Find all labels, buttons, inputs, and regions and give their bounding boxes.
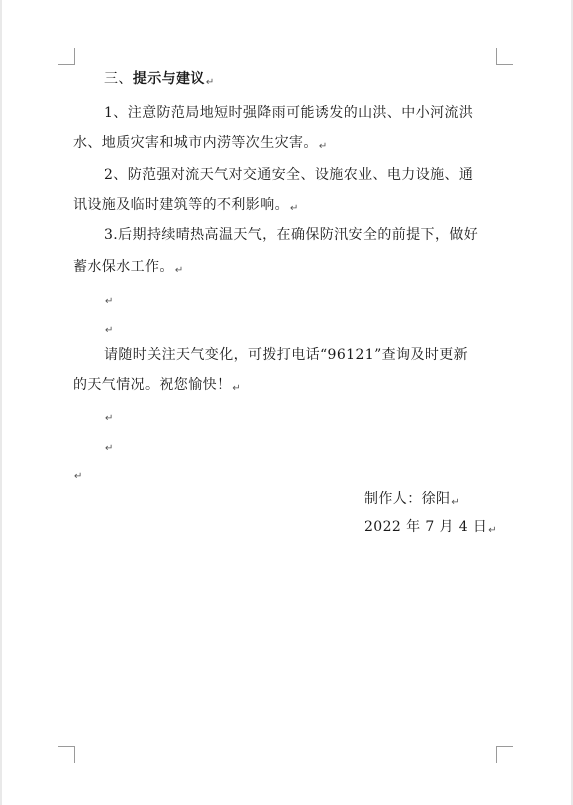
item-2-line-1[interactable] [104,166,473,184]
notice-line-2[interactable] [73,376,241,398]
empty-paragraph[interactable] [104,436,114,458]
paragraph-mark: ↵ [205,77,215,88]
section-heading-text: 提示与建议 [132,71,205,87]
signature-author[interactable] [364,490,460,512]
item-text: 讯设施及临时建筑等的不利影响。 [73,197,289,213]
crop-mark-top-right [496,48,513,65]
item-1-line-2[interactable] [73,134,328,156]
item-1-line-1[interactable] [104,104,473,122]
crop-mark-top-left [58,48,75,65]
paragraph-mark: ↵ [105,296,114,307]
document-page [2,0,571,805]
paragraph-mark: ↵ [105,443,114,454]
crop-mark-bottom-right [496,746,513,763]
author-text: 制作人：徐阳 [364,491,451,507]
empty-paragraph[interactable] [104,289,114,311]
notice-text: 请随时关注天气变化，可拨打电话“96121”查询及时更新 [104,347,469,363]
empty-paragraph[interactable] [104,318,114,340]
notice-text: 的天气情况。祝您愉快！ [73,377,232,393]
item-text: 蓄水保水工作。 [73,259,174,275]
paragraph-mark: ↵ [105,413,114,424]
notice-line-1[interactable] [104,346,468,364]
item-text: 2、防范强对流天气对交通安全、设施农业、电力设施、通 [104,167,474,183]
crop-mark-bottom-left [58,746,75,763]
paragraph-mark: ↵ [174,265,184,276]
paragraph-mark: ↵ [318,141,328,152]
paragraph-mark: ↵ [290,203,299,214]
paragraph-mark: ↵ [488,525,498,536]
item-text: 1、注意防范局地短时强降雨可能诱发的山洪、中小河流洪 [104,105,474,121]
paragraph-mark: ↵ [451,497,461,508]
paragraph-mark: ↵ [232,383,242,394]
item-2-line-2[interactable] [73,196,299,218]
item-3-line-1[interactable] [104,226,478,244]
paragraph-mark: ↵ [74,471,83,482]
date-text: 2022 年 7 月 4 日 [364,519,488,535]
empty-paragraph[interactable] [73,464,83,486]
paragraph-mark: ↵ [105,325,114,336]
item-3-line-2[interactable] [73,258,184,280]
signature-date[interactable] [364,518,497,540]
section-heading[interactable] [104,70,215,92]
empty-paragraph[interactable] [104,406,114,428]
item-text: 3.后期持续晴热高温天气，在确保防汛安全的前提下，做好 [104,227,479,243]
item-text: 水、地质灾害和城市内涝等次生灾害。 [73,135,318,151]
section-heading-number: 三、 [104,71,133,87]
